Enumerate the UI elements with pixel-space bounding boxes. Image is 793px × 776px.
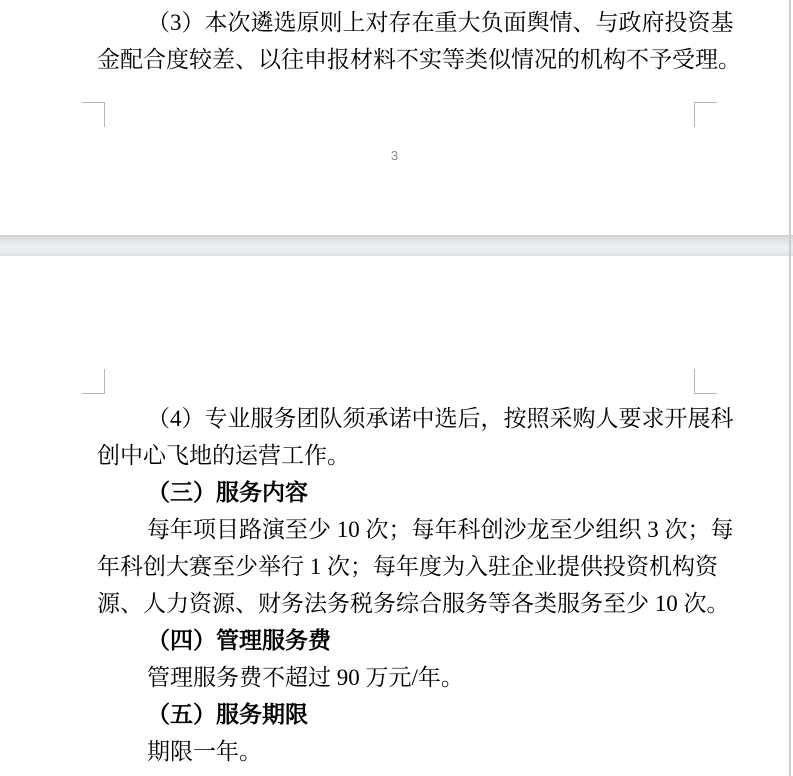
text-line[interactable]: 期限一年。 <box>147 739 262 764</box>
text-line[interactable]: 管理服务费不超过 90 万元/年。 <box>147 665 464 690</box>
text-line[interactable]: 金配合度较差、以往申报材料不实等类似情况的机构不予受理。 <box>97 47 741 72</box>
page-1 <box>0 0 789 235</box>
text-line[interactable]: 源、人力资源、财务法务税务综合服务等各类服务至少 10 次。 <box>97 591 730 616</box>
text-line[interactable]: 创中心飞地的运营工作。 <box>97 443 350 468</box>
text-line[interactable]: （3）本次遴选原则上对存在重大负面舆情、与政府投资基 <box>147 10 734 35</box>
page-gap-divider <box>0 235 793 256</box>
page-2 <box>0 256 789 776</box>
text-line[interactable]: （4）专业服务团队须承诺中选后，按照采购人要求开展科 <box>147 406 734 431</box>
page-number: 3 <box>390 148 399 163</box>
section-heading[interactable]: （三）服务内容 <box>147 480 308 505</box>
text-line[interactable]: 年科创大赛至少举行 1 次；每年度为入驻企业提供投资机构资 <box>97 554 718 579</box>
page-1-text-block <box>97 4 741 78</box>
text-line[interactable]: 每年项目路演至少 10 次；每年科创沙龙至少组织 3 次；每 <box>147 517 734 542</box>
margin-corner-mark-top-right <box>694 369 717 394</box>
page-2-text-block <box>97 400 734 770</box>
margin-corner-mark-bottom-left <box>82 102 105 127</box>
section-heading[interactable]: （四）管理服务费 <box>147 628 331 653</box>
section-heading[interactable]: （五）服务期限 <box>147 702 308 727</box>
margin-corner-mark-bottom-right <box>694 102 717 127</box>
margin-corner-mark-top-left <box>82 369 105 394</box>
page-right-edge-line <box>789 0 791 776</box>
